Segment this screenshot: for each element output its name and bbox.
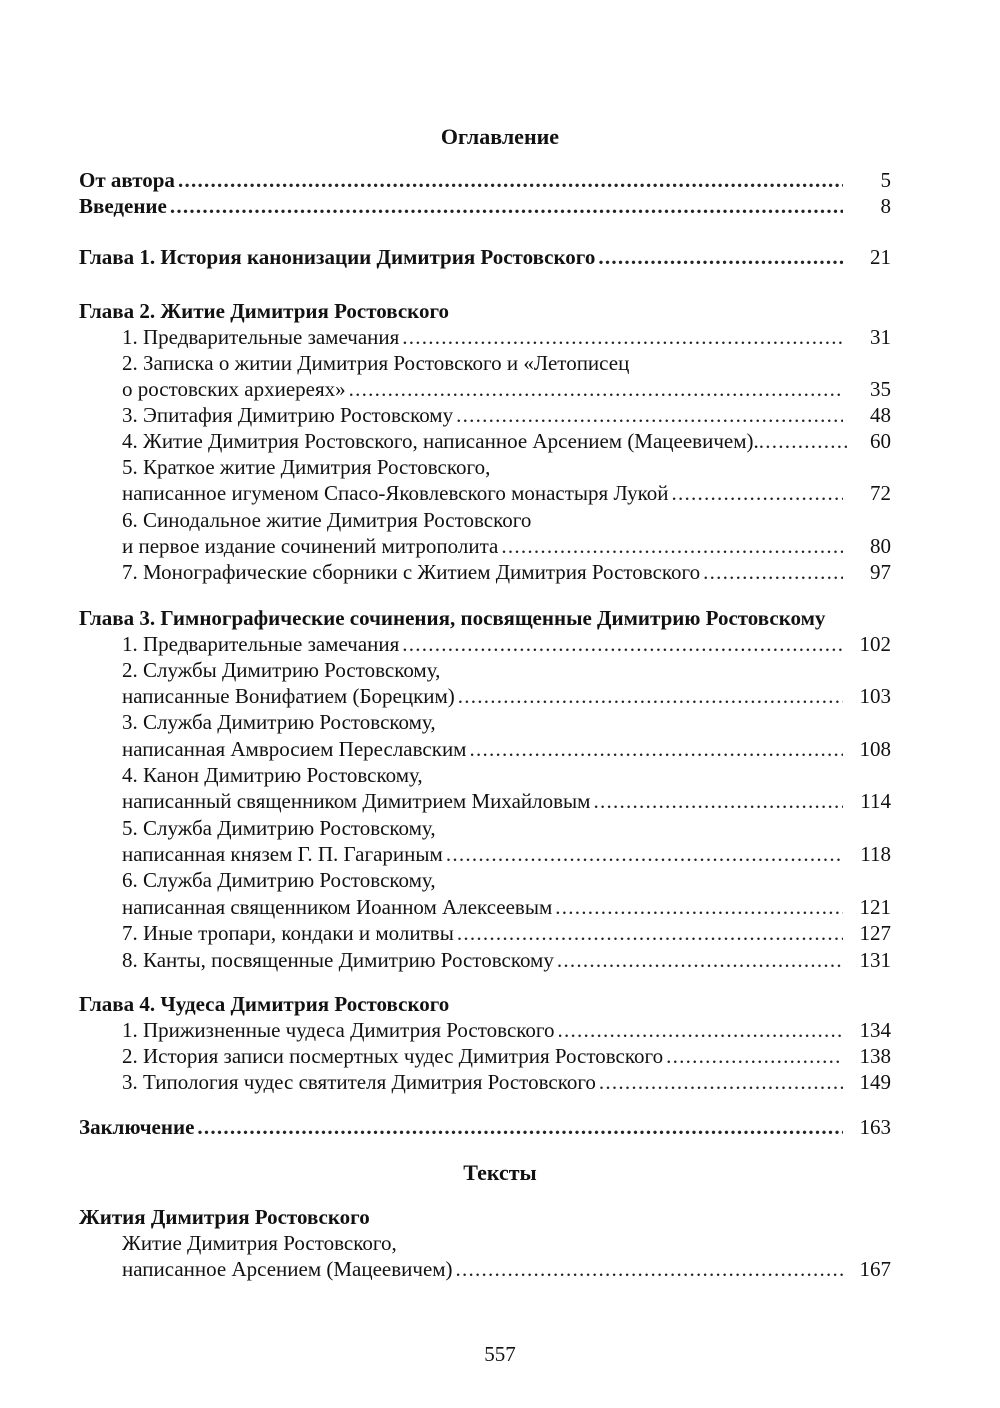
toc-entry[interactable] [122,788,891,814]
page-number: 114 [860,789,891,813]
toc-entry[interactable] [122,947,891,973]
entry-first-line: 2. Службы Димитрию Ростовскому, [122,658,441,682]
entry-first-line: 2. Записка о житии Димитрия Ростовского и «Летописец [122,351,630,375]
entry-label: написанный священником Димитрием Михайловым [122,789,591,813]
page-number: 102 [859,632,891,656]
toc-entry-conclusion[interactable] [79,1114,891,1140]
dot-leader [446,841,843,867]
page-number: 35 [870,377,891,401]
entry-label: 3. Типология чудес святителя Димитрия Ростовского [122,1070,596,1094]
dot-leader [469,736,843,762]
toc-entry[interactable] [122,1043,891,1069]
entry-label: 1. Предварительные замечания [122,632,400,656]
page-number: 131 [859,948,891,972]
dot-leader [349,376,843,402]
texts-heading: Тексты [463,1160,537,1185]
page-number: 163 [859,1115,891,1139]
page-number: 121 [859,895,891,919]
page-number: 72 [870,481,891,505]
toc-entry[interactable] [122,1017,891,1043]
dot-leader [501,533,843,559]
entry-label: написанная Амвросием Переславским [122,737,467,761]
toc-entry-author-note[interactable] [79,167,891,193]
entry-label: Введение [79,194,167,218]
page-number: 167 [859,1257,891,1281]
toc-entry[interactable] [122,683,891,709]
page-number: 48 [870,403,891,427]
page-number: 118 [860,842,891,866]
page-number: 8 [880,194,891,218]
dot-leader [555,894,843,920]
dot-leader [458,683,843,709]
toc-entry[interactable] [122,559,891,585]
dot-leader [558,1017,844,1043]
entry-first-line: 5. Краткое житие Димитрия Ростовского, [122,455,491,479]
dot-leader [672,480,843,506]
dot-leader [557,947,843,973]
page-number: 5 [880,168,891,192]
toc-entry[interactable] [122,402,891,428]
toc-entry[interactable] [122,1069,891,1095]
entry-label: написанная князем Г. П. Гагариным [122,842,443,866]
page-number: 108 [859,737,891,761]
toc-entry[interactable] [122,324,891,350]
page-number: 97 [870,560,891,584]
dot-leader [593,788,843,814]
texts-section-title: Жития Димитрия Ростовского [79,1205,370,1229]
toc-entry[interactable] [122,533,891,559]
entry-label: и первое издание сочинений митрополита [122,534,499,558]
entry-first-line: 4. Канон Димитрию Ростовскому, [122,763,423,787]
entry-first-line: Житие Димитрия Ростовского, [122,1231,397,1255]
page-number: 80 [870,534,891,558]
dot-leader [456,1256,843,1282]
entry-first-line: 6. Синодальное житие Димитрия Ростовского [122,508,532,532]
entry-label: 4. Житие Димитрия Ростовского, написанное Арсением (Мацеевичем). [122,429,759,453]
dot-leader [197,1114,843,1140]
dot-leader [598,244,843,270]
entry-label: написанное игуменом Спасо-Яковлевского монастыря Лукой [122,481,669,505]
toc-entry[interactable] [122,480,891,506]
page-number: 60 [870,429,891,453]
page-number: 134 [859,1018,891,1042]
toc-entry[interactable] [122,736,891,762]
toc-entry-chapter-1[interactable] [79,244,891,270]
entry-label: 3. Эпитафия Димитрию Ростовскому [122,403,454,427]
toc-entry[interactable] [122,841,891,867]
entry-label: написанная священником Иоанном Алексеевым [122,895,553,919]
entry-label: написанное Арсением (Мацеевичем) [122,1257,453,1281]
chapter-2-title: Глава 2. Житие Димитрия Ростовского [79,299,450,323]
dot-leader [178,167,843,193]
toc-entry[interactable] [122,428,891,454]
dot-leader [457,920,843,946]
dot-leader [599,1069,843,1095]
chapter-3-title: Глава 3. Гимнографические сочинения, посвященные Димитрию Ростовскому [79,606,826,630]
dot-leader [402,324,843,350]
entry-first-line: 5. Служба Димитрию Ростовскому, [122,816,436,840]
dot-leader [666,1043,843,1069]
dot-leader [456,402,843,428]
chapter-title: Глава 1. История канонизации Димитрия Ростовского [79,245,596,269]
page-number: 127 [859,921,891,945]
entry-label: От автора [79,168,175,192]
toc-entry-introduction[interactable] [79,193,891,219]
page-number: 31 [870,325,891,349]
page-number: 103 [859,684,891,708]
page-title: Оглавление [440,124,560,149]
dot-leader [402,631,843,657]
entry-label: 1. Предварительные замечания [122,325,400,349]
dot-leader [170,193,843,219]
dot-leader [703,559,843,585]
page-number: 138 [859,1044,891,1068]
toc-entry[interactable] [122,894,891,920]
chapter-4-title: Глава 4. Чудеса Димитрия Ростовского [79,992,450,1016]
toc-entry[interactable] [122,1256,891,1282]
entry-label: о ростовских архиереях» [122,377,346,401]
entry-label: 7. Иные тропари, кондаки и молитвы [122,921,454,945]
entry-first-line: 3. Служба Димитрию Ростовскому, [122,710,436,734]
toc-entry[interactable] [122,920,891,946]
entry-label: Заключение [79,1115,195,1139]
folio-page-number: 557 [484,1342,516,1366]
toc-entry[interactable] [122,376,891,402]
entry-first-line: 6. Служба Димитрию Ростовскому, [122,868,436,892]
page-number: 149 [859,1070,891,1094]
page-number: 21 [870,245,891,269]
entry-label: написанные Вонифатием (Борецким) [122,684,455,708]
toc-entry[interactable] [122,631,891,657]
entry-label: 1. Прижизненные чудеса Димитрия Ростовского [122,1018,555,1042]
entry-label: 7. Монографические сборники с Житием Димитрия Ростовского [122,560,701,584]
dot-leader [759,428,847,454]
entry-label: 2. История записи посмертных чудес Димитрия Ростовского [122,1044,664,1068]
entry-label: 8. Канты, посвященные Димитрию Ростовскому [122,948,554,972]
